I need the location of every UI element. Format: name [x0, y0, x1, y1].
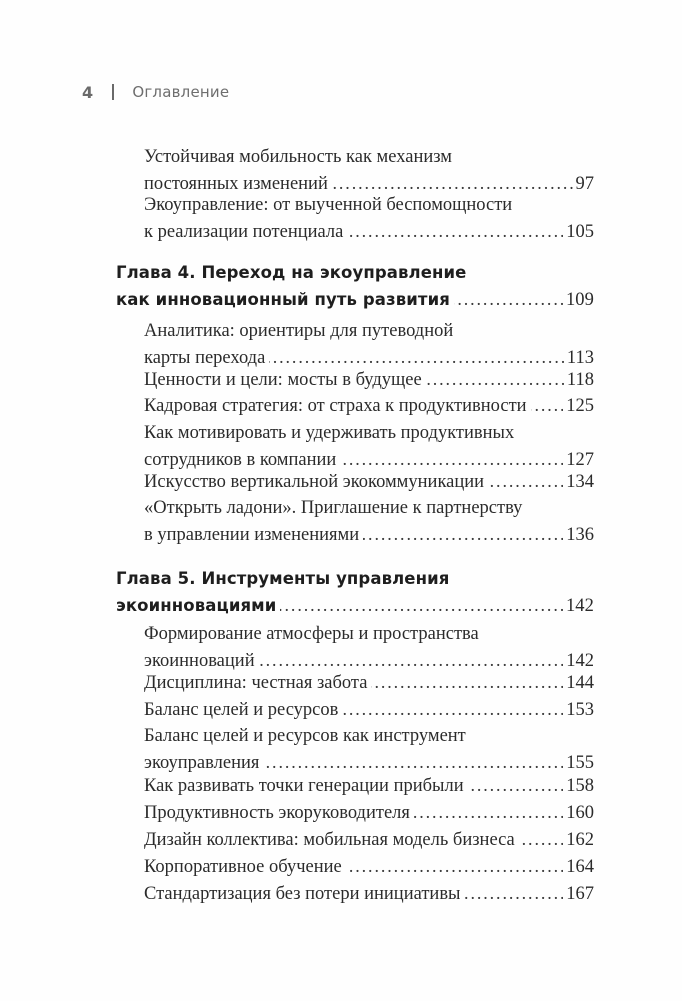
dot-leader [346, 853, 564, 879]
entry-page-number: 167 [566, 884, 594, 904]
entry-title-line: Формирование атмосферы и пространства [144, 624, 479, 644]
entry-title-line: Кадровая стратегия: от страха к продуктивности [144, 396, 527, 416]
entry-title-line: постоянных изменений [144, 174, 328, 194]
chapter-title-line: Глава 5. Инструменты управления [116, 569, 450, 588]
dot-leader [414, 799, 563, 825]
entry-page-number: 127 [566, 450, 594, 470]
toc-entry[interactable] [144, 853, 594, 880]
entry-page-number: 125 [566, 396, 594, 416]
chapter-title-line: Глава 4. Переход на экоуправление [116, 263, 467, 282]
entry-title-line: Экоуправление: от выученной беспомощности [144, 195, 513, 215]
toc-entry[interactable] [144, 420, 594, 473]
entry-title-line: экоинноваций [144, 651, 255, 671]
toc-entry[interactable] [144, 723, 594, 776]
entry-title-line: Продуктивность экоруководителя [144, 803, 410, 823]
entry-title-line: сотрудников в компании [144, 450, 337, 470]
entry-title-line: Дизайн коллектива: мобильная модель бизнеса [144, 830, 515, 850]
entry-page-number: 118 [566, 370, 594, 390]
entry-title-line: к реализации потенциала [144, 222, 344, 242]
toc-entry[interactable] [144, 621, 594, 674]
entry-title-line: Как развивать точки генерации прибыли [144, 776, 464, 796]
dot-leader [468, 772, 564, 798]
dot-leader [347, 218, 563, 244]
toc-entry[interactable] [144, 495, 594, 548]
entry-title-line: «Открыть ладони». Приглашение к партнерству [144, 498, 523, 518]
toc-chapter-4[interactable] [116, 260, 594, 313]
dot-leader [342, 696, 563, 722]
dot-leader [363, 521, 563, 547]
dot-leader [465, 880, 564, 906]
toc-entry[interactable] [144, 669, 594, 696]
toc-entry[interactable] [144, 366, 594, 393]
entry-title-line: Баланс целей и ресурсов [144, 700, 339, 720]
chapter-page-number: 109 [565, 290, 594, 310]
entry-title-line: Стандартизация без потери инициативы [144, 884, 461, 904]
entry-title-line: Искусство вертикальной экокоммуникации [144, 472, 485, 492]
running-head [82, 80, 229, 104]
entry-page-number: 97 [575, 174, 594, 194]
entry-page-number: 164 [566, 857, 594, 877]
dot-leader [454, 286, 563, 312]
entry-title-line: Ценности и цели: мосты в будущее [144, 370, 422, 390]
entry-title-line: в управлении изменениями [144, 525, 360, 545]
entry-page-number: 134 [566, 472, 594, 492]
toc-entry[interactable] [144, 696, 594, 723]
entry-page-number: 155 [566, 753, 594, 773]
toc-entry[interactable] [144, 192, 594, 245]
entry-page-number: 144 [566, 673, 594, 693]
entry-page-number: 105 [566, 222, 594, 242]
entry-title-line: Устойчивая мобильность как механизм [144, 147, 453, 167]
entry-page-number: 160 [566, 803, 594, 823]
entry-title-line: карты перехода [144, 348, 266, 368]
toc-entry[interactable] [144, 144, 594, 197]
chapter-page-number: 142 [565, 596, 594, 616]
dot-leader [531, 392, 564, 418]
header-divider [112, 84, 114, 100]
entry-page-number: 158 [566, 776, 594, 796]
entry-page-number: 136 [566, 525, 594, 545]
toc-entry[interactable] [144, 799, 594, 826]
toc-chapter-5[interactable] [116, 566, 594, 619]
dot-leader [371, 669, 563, 695]
dot-leader [280, 592, 563, 618]
entry-title-line: экоуправления [144, 753, 260, 773]
entry-page-number: 153 [566, 700, 594, 720]
entry-title-line: Дисциплина: честная забота [144, 673, 368, 693]
toc-entry[interactable] [144, 880, 594, 907]
page-number: 4 [82, 82, 94, 102]
toc-entry[interactable] [144, 468, 594, 495]
entry-page-number: 113 [566, 348, 594, 368]
entry-title-line: Аналитика: ориентиры для путеводной [144, 321, 454, 341]
toc-entry[interactable] [144, 772, 594, 799]
section-title: Оглавление [132, 83, 230, 101]
entry-title-line: Корпоративное обучение [144, 857, 342, 877]
toc-entry[interactable] [144, 392, 594, 419]
dot-leader [519, 826, 563, 852]
chapter-title-line: экоинновациями [116, 596, 277, 615]
toc-entry[interactable] [144, 318, 594, 371]
toc-entry[interactable] [144, 826, 594, 853]
entry-title-line: Как мотивировать и удерживать продуктивных [144, 423, 515, 443]
entry-page-number: 142 [566, 651, 594, 671]
entry-page-number: 162 [566, 830, 594, 850]
dot-leader [426, 366, 564, 392]
dot-leader [488, 468, 563, 494]
entry-title-line: Баланс целей и ресурсов как инструмент [144, 726, 466, 746]
chapter-title-line: как инновационный путь развития [116, 290, 450, 309]
